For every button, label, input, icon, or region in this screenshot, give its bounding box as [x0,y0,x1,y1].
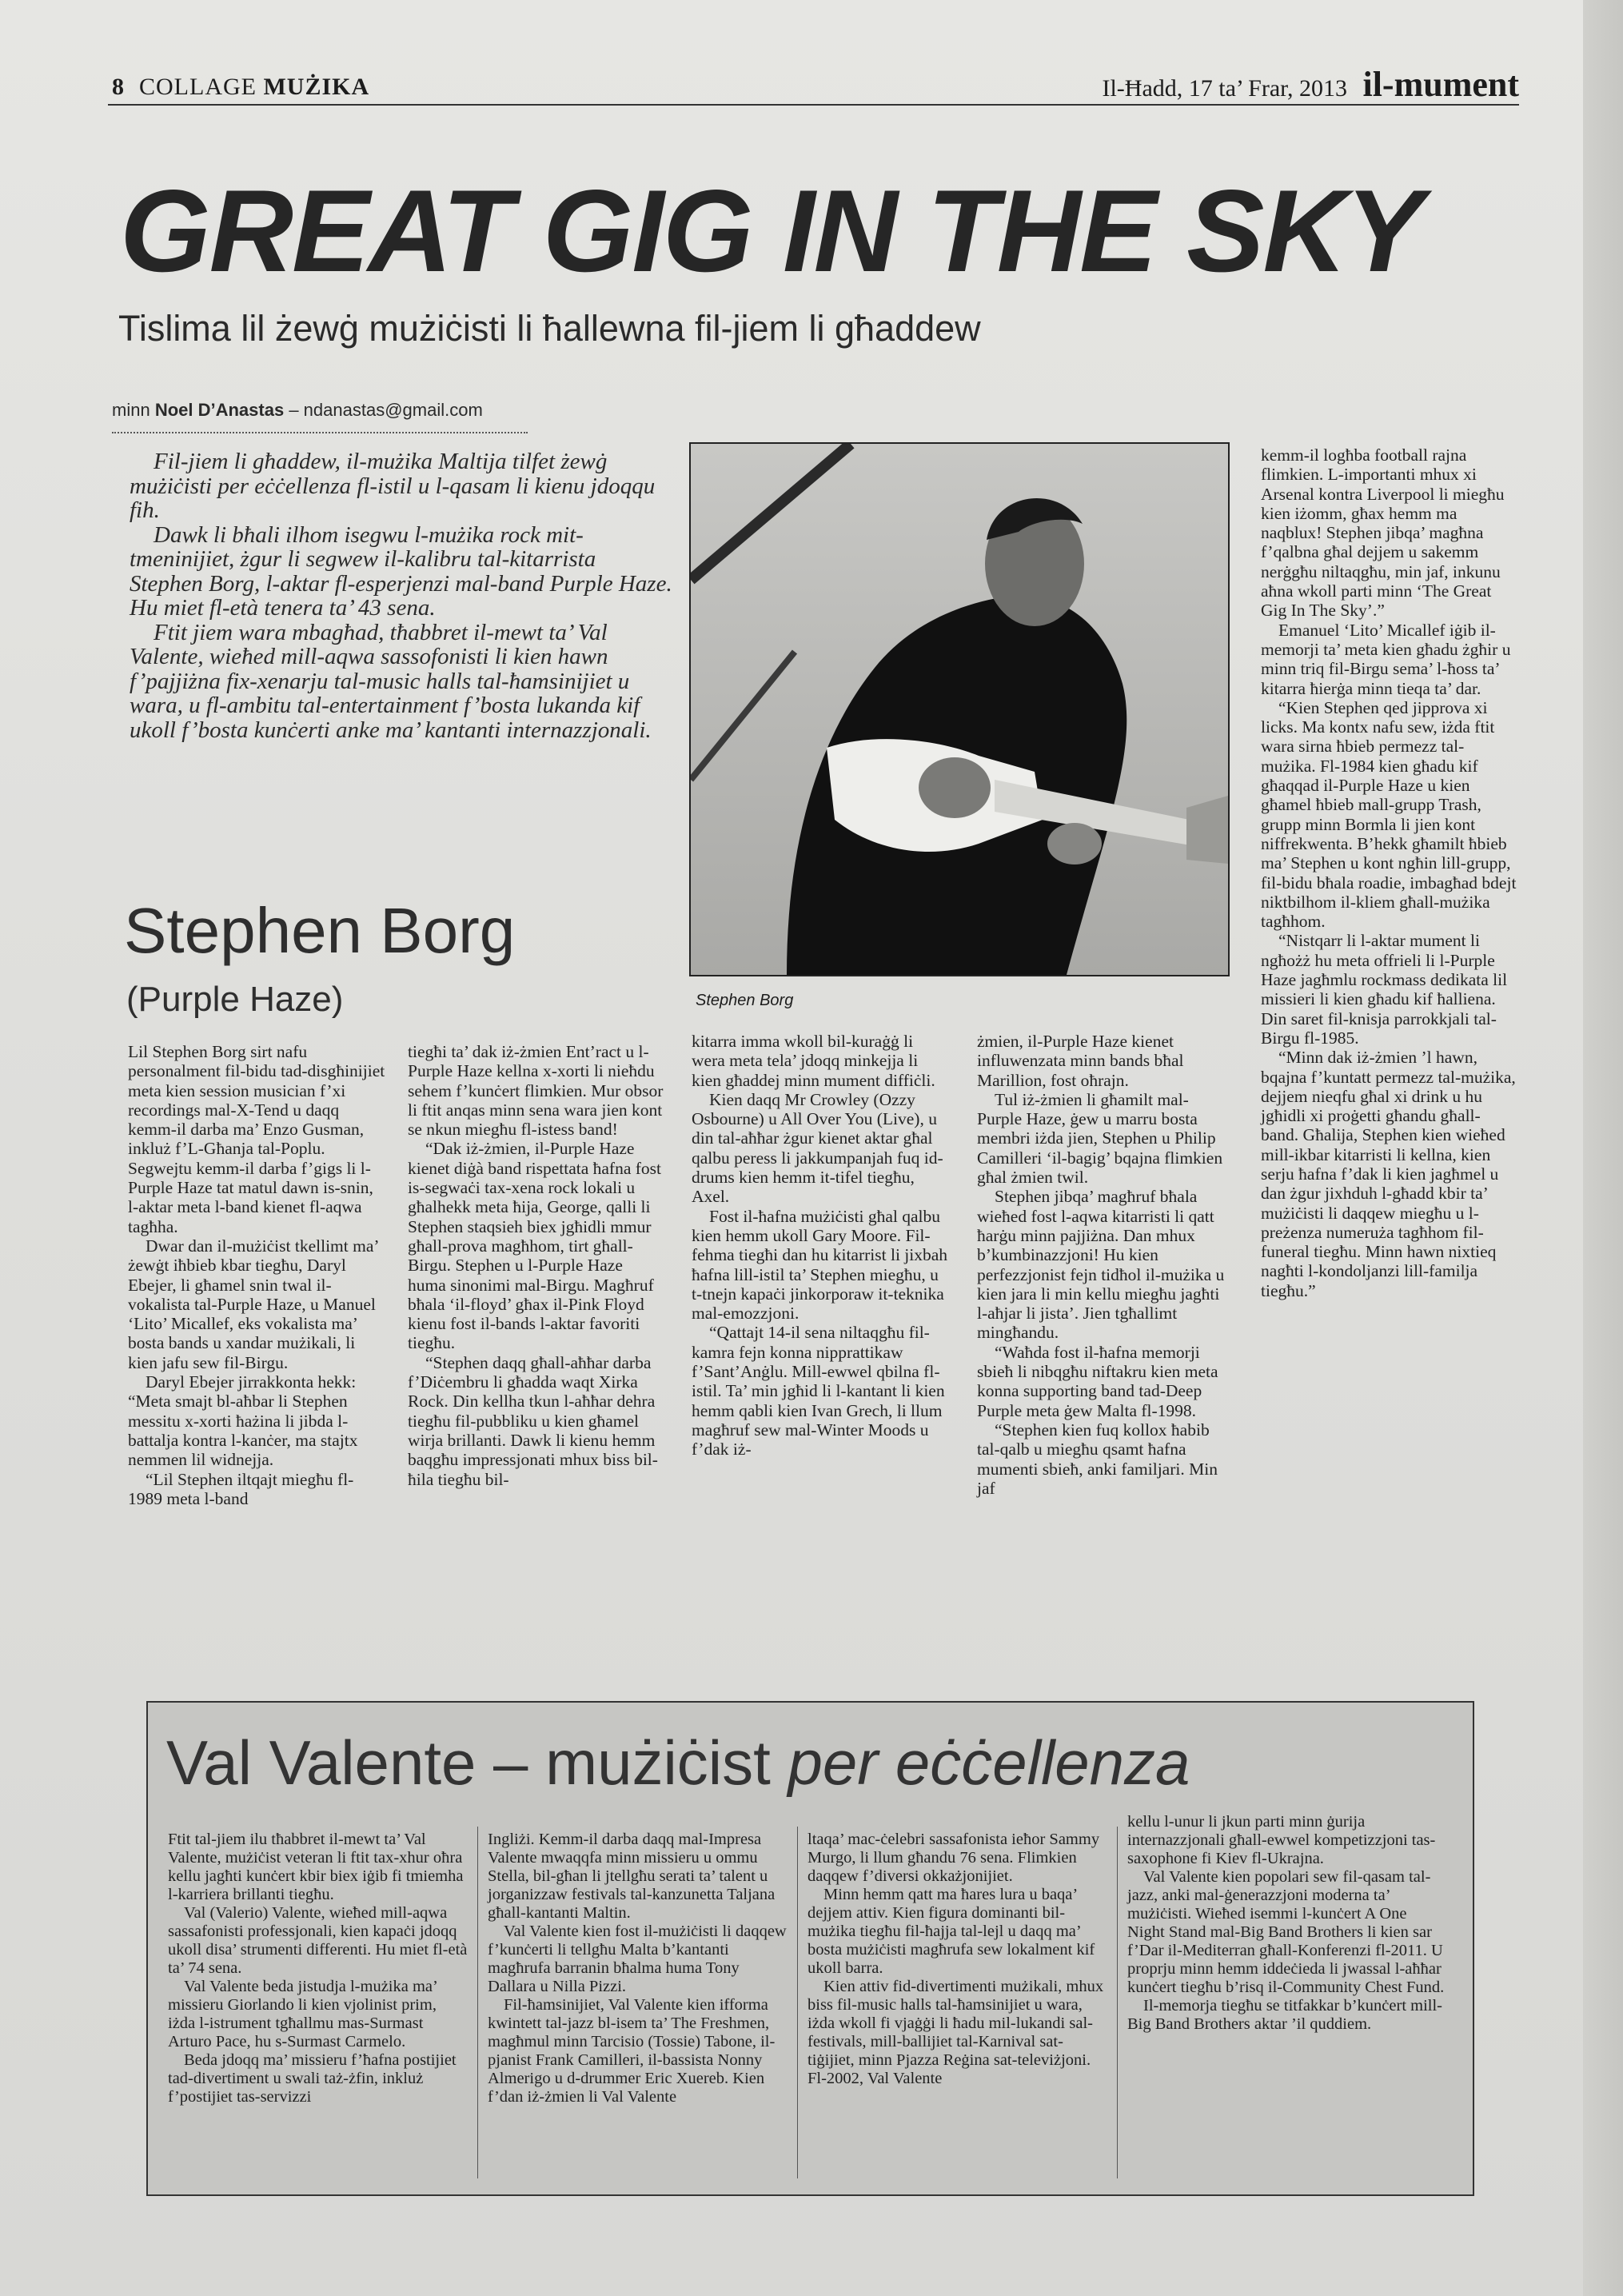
article-column-3 [692,1032,949,1459]
article-paragraph: żmien, il-Purple Haze kienet influwenzata minn bands bħal Marillion, fost oħrajn. [977,1032,1184,1090]
article-paragraph: Tul iż-żmien li għamilt mal-Purple Haze, ġew u marru bosta membri iżda jien, Stephen u Philip Camilleri ‘il-bagig’ bqajna flimkien għal żmien twil. [977,1089,1223,1188]
article-column-1 [128,1042,385,1508]
article-paragraph: Lil Stephen Borg sirt nafu personalment fil-bidu tad-disgħinijiet meta kien session musician f’xi recordings mal-X-Tend u daqq kemm-il darba ma’ Enzo Gusman, inkluż f’L-Għanja tal-Poplu. Segwejtu kemm-il darba f’gigs li l-Purple Haze tat matul dawn is-snin, l-aktar meta l-band kienet fl-aqwa tagħha. [128,1042,385,1236]
intro-text [130,449,673,742]
box-paragraph: Val (Valerio) Valente, wieħed mill-aqwa sassafonisti professjonali, kien kapaċi jdoqq ukoll disa’ strumenti differenti. Hu miet fl-età ta’ 74 sena. [168,1904,468,1977]
section-subname: MUŻIKA [263,74,370,100]
box-paragraph: Minn hemm qatt ma ħares lura u baqa’ dejjem attiv. Kien figura dominanti bil-mużika tiegħu fil-ħajja tal-lejl u daqq ma’ bosta mużiċisti magħrufa sew lokalment kif ukoll barra. [808,1886,1095,1977]
box-column-divider [797,1827,798,2178]
article-paragraph: “Nistqarr li l-aktar mument li ngħożż hu meta offrieli li l-Purple Haze jagħmlu rockmass dedikata lil missieri li kien għadu kif ħalliena. Din saret fil-knisja parrokkjali tal-Birgu fl-1985. [1261,931,1508,1048]
article-paragraph: “Dak iż-żmien, il-Purple Haze kienet diġà band rispettata ħafna fost is-segwaċi tax-xena rock lokali u għalhekk meta ħija, George, qalli li Stephen staqsieh biex jgħidli mmur għall-prova magħhom, tirt għall-Birgu. Stephen u l-Purple Haze huma sinonimi mal-Birgu. Magħruf bħala ‘il-floyd’ għax il-Pink Floyd kienu fost il-bands l-aktar favoriti tiegħu. [408,1139,662,1353]
byline-prefix: minn [112,400,150,420]
box-column-4 [1127,1813,1447,2034]
article-column-2 [408,1042,665,1489]
box-paragraph: Il-memorja tiegħu se titfakkar b’kunċert mill-Big Band Brothers aktar ’il quddiem. [1127,1997,1442,2033]
box-column-divider [477,1827,478,2178]
guitarist-illustration [691,444,1228,975]
article-paragraph: “Stephen kien fuq kollox ħabib tal-qalb u miegħu qsamt ħafna mumenti sbieħ, anki familjari. Min jaf [977,1420,1218,1498]
article-paragraph: Fost il-ħafna mużiċisti għal qalbu kien hemm ukoll Gary Moore. Fil-fehma tiegħi dan hu kitarrist li jixbah ħafna lill-istil ta’ Stephen miegħu, u t-tnejn kapaċi jinkorporaw it-teknika mal-emozzjoni. [692,1206,948,1324]
box-column-2 [488,1831,788,2106]
box-title-italic: per eċċellenza [788,1727,1190,1798]
byline [112,400,483,421]
issue-date: Il-Ħadd, 17 ta’ Frar, 2013 [1102,75,1347,102]
val-valente-box [146,1701,1474,2196]
intro-paragraph: Fil-jiem li għaddew, il-mużika Maltija tilfet żewġ mużiċisti per eċċellenza fl-istil u l-qasam li kienu jdoqqu fih. [130,449,656,523]
box-paragraph: kellu l-unur li jkun parti minn ġurija internazzjonali għall-ewwel kompetizzjoni tas-saxophone fi Kiev fl-Ukrajna. [1127,1813,1436,1867]
box-paragraph: Val Valente kien popolari sew fil-qasam tal-jazz, anki mal-ġenerazzjoni moderna ta’ mużiċisti. Wieħed isemmi l-kunċert A One Night Stand mal-Big Band Brothers li kien sar f’Dar il-Mediterran għall-Konferenzi fl-2011. U proprju minn hemm iddeċieda li jwassal l-aħħar kunċert tiegħu b’risq il-Community Chest Fund. [1127,1868,1445,1996]
page-header-right [1102,64,1519,105]
article-paragraph: “Kien Stephen qed jipprova xi licks. Ma kontx nafu sew, iżda ftit wara sirna ħbieb permezz tal-mużika. Fl-1984 kien għadu kif għaqqad il-Purple Haze u kien għamel ħbieb mall-grupp Trash, grupp minn Bormla li jien kont niffrekwenta. B’hekk għamilt ħbieb ma’ Stephen u kont ngħin lill-grupp, fil-bidu bħala roadie, imbagħad bdejt niktbilhom il-kliem għall-mużika tagħhom. [1261,697,1517,932]
article-column-5 [1261,445,1517,1300]
article-paragraph: Kien daqq Mr Crowley (Ozzy Osbourne) u All Over You (Live), u din tal-aħħar żgur kienet aktar għal qalbu peress li jakkumpanjah fuq id-drums kien hemm it-tifel tiegħu, Axel. [692,1089,943,1207]
article-column-4 [977,1032,1233,1498]
box-paragraph: Kien attiv fid-divertimenti mużikali, mhux biss fil-music halls tal-ħamsinijiet u wara, iżda wkoll fi vjaġġi li ħadu mil-lukandi sal-festivals, mill-ballijiet tal-Karnival sat-tiġijiet, minn Pjazza Reġina sat-televiżjoni. Fl-2002, Val Valente [808,1978,1104,2087]
box-paragraph: Val Valente beda jistudja l-mużika ma’ missieru Giorlando li kien vjolinist prim, iżda l-istrument tgħallmu mas-Surmast Arturo Pace, hu s-Surmast Carmelo. [168,1978,437,2050]
box-title [166,1727,1190,1799]
article-paragraph: “Minn dak iż-żmien ’l hawn, bqajna f’kuntatt permezz tal-mużika, dejjem nieqfu għal xi drink u hu jgħidli xi proġetti għandu għall-band. Għalija, Stephen kien wieħed mill-ikbar kitarristi li kellna, kien serju ħafna f’dak li kien jagħmel u dan żgur jixhduh l-għadd kbir ta’ mużiċisti li daqqew miegħu u l-preżenza numeruża tagħhom fil-funeral tiegħu. Minn hawn nixtieq nagħti l-kondoljanzi lill-familja tiegħu.” [1261,1048,1516,1300]
article-paragraph: Daryl Ebejer jirrakkonta hekk: “Meta smajt bl-aħbar li Stephen messitu x-xorti ħażina li jibda l-battalja kontra l-kanċer, ma stajtx nemmen lil widnejja. [128,1372,358,1470]
article-paragraph: kitarra imma wkoll bil-kuraġġ li wera meta tela’ jdoqq minkejja li kien għaddej minn mument diffiċli. [692,1032,935,1090]
article-paragraph: tiegħi ta’ dak iż-żmien Ent’ract u l-Purple Haze kellna x-xorti li nieħdu sehem f’kunċert flimkien. Mur obsor li ftit anqas minn sena wara jien kont se nkun miegħu fl-istess band! [408,1042,664,1140]
intro-paragraph: Ftit jiem wara mbagħad, tħabbret il-mewt ta’ Val Valente, wieħed mill-aqwa sassofonisti li kien hawn f’pajjiżna fix-xenarju tal-music halls tal-ħamsinijiet u wara, u fl-ambitu tal-entertainment f’bosta lukanda kif ukoll f’bosta kunċerti anke ma’ kantanti internazzjonali. [130,619,652,743]
box-column-3 [808,1831,1107,2088]
page-header-left [112,74,369,101]
article-paragraph: Emanuel ‘Lito’ Micallef iġib il-memorji ta’ meta kien għadu żgħir u minn triq fil-Birgu sema’ l-ħoss ta’ kitarra ħierġa minn tieqa ta’ dar. [1261,620,1511,698]
section-name: COLLAGE [139,74,257,100]
guitarist-photo [689,442,1230,976]
newspaper-brand: il-mument [1362,65,1519,104]
box-paragraph: Fil-ħamsinijiet, Val Valente kien ifforma kwintett tal-jazz bl-isem ta’ The Freshmen, magħmul minn Tarcisio (Tossie) Tabone, il-pjanist Frank Camilleri, il-bassista Nonny Almerigo u d-drummer Eric Xuereb. Kien f’dan iż-żmien li Val Valente [488,1996,776,2106]
intro-paragraph: Dawk li bħali ilhom isegwu l-mużika rock mit-tmeninijiet, żgur li segwew il-kalibru tal-kitarrista Stephen Borg, l-aktar fl-esperjenzi mal-band Purple Haze. Hu miet fl-età tenera ta’ 43 sena. [130,521,672,621]
article-paragraph: Dwar dan il-mużiċist tkellimt ma’ żewġt iħbieb kbar tiegħu, Daryl Ebejer, li għamel snin twal il-vokalista tal-Purple Haze, u Manuel ‘Lito’ Micallef, eks vokalista ma’ bosta bands u xandar mużikali, li kien jafu sew fil-Birgu. [128,1236,378,1372]
box-paragraph: ltaqa’ mac-ċelebri sassafonista ieħor Sammy Murgo, li llum għandu 76 sena. Flimkien daqqew f’diversi okkażjonijiet. [808,1831,1100,1885]
article-paragraph: kemm-il logħba football rajna flimkien. L-importanti mhux xi Arsenal kontra Liverpool li miegħu kien iżomm, għax hemm ma naqblux! Stephen jibqa’ magħna f’qalbna għal dejjem u sakemm nerġgħu niltaqgħu, min jaf, inkunu aħna wkoll parti minn ‘The Great Gig In The Sky’.” [1261,445,1505,621]
article-paragraph: Stephen jibqa’ magħruf bħala wieħed fost l-aqwa kitarristi li qatt ħarġu minn pajjiżna. Dan mhux b’kumbinazzjoni! Hu kien perfezzjonist fejn tidħol il-mużika u kien jara li min kellu miegħu jagħti l-aħjar li jista’. Jien tgħallimt mingħandu. [977,1187,1225,1343]
subheadline: Tislima lil żewġ mużiċisti li ħallewna fil-jiem li għaddew [118,308,981,349]
headline: GREAT GIG IN THE SKY [120,166,1422,296]
box-paragraph: Ftit tal-jiem ilu tħabbret il-mewt ta’ Val Valente, mużiċist veteran li ftit tax-xhur oħra kellu jagħti kunċert kbir biex iġib fi tmiemha l-karriera brillanti tiegħu. [168,1831,464,1903]
box-column-divider [1117,1827,1118,2178]
box-title-plain: Val Valente – mużiċist [166,1727,771,1798]
photo-caption: Stephen Borg [696,992,794,1009]
article-paragraph: “Lil Stephen iltqajt miegħu fl-1989 meta l-band [128,1469,354,1508]
article-paragraph: “Waħda fost il-ħafna memorji sbieħ li nibqgħu niftakru kien meta konna supporting band tad-Deep Purple meta ġew Malta fl-1998. [977,1342,1218,1420]
header-rule [108,104,1519,106]
byline-dotted-rule [112,432,528,433]
box-paragraph: Beda jdoqq ma’ missieru f’ħafna postijiet tad-divertiment u swali taż-żfin, inkluż f’postijiet tas-servizzi [168,2051,457,2106]
next-page-edge [1583,0,1623,2296]
byline-email: – ndanastas@gmail.com [289,400,483,420]
box-column-1 [168,1831,468,2106]
page-number: 8 [112,74,125,100]
section-title: Stephen Borg [124,895,516,966]
article-paragraph: “Stephen daqq għall-aħħar darba f’Diċembru li għadda waqt Xirka Rock. Din kellha tkun l-aħħar dehra tiegħu fil-pubbliku u kien għamel wirja brillanti. Dawk li kienu hemm baqgħu impressjonati mhux biss bil-ħila tiegħu bil- [408,1352,658,1489]
box-paragraph: Ingliżi. Kemm-il darba daqq mal-Impresa Valente mwaqqfa minn missieru u ommu Stella, bil-għan li jtellgħu serati ta’ talent u jorganizzaw festivals tal-kanzunetta Taljana għall-kantanti Maltin. [488,1831,776,1922]
section-subtitle: (Purple Haze) [126,980,344,1019]
box-paragraph: Val Valente kien fost il-mużiċisti li daqqew f’kunċerti li tellgħu Malta b’kantanti magħrufa barranin bħalma huma Tony Dallara u Nilla Pizzi. [488,1923,787,1995]
byline-author: Noel D’Anastas [154,400,285,420]
article-paragraph: “Qattajt 14-il sena niltaqgħu fil-kamra fejn konna nipprattikaw f’Sant’Anġlu. Mill-ewwel qbilna fl-istil. Ta’ min jgħid li l-kantant li kien hemm qabli kien Ivan Grech, li llum magħruf sew mal-Winter Moods u f’dak iż- [692,1323,945,1459]
